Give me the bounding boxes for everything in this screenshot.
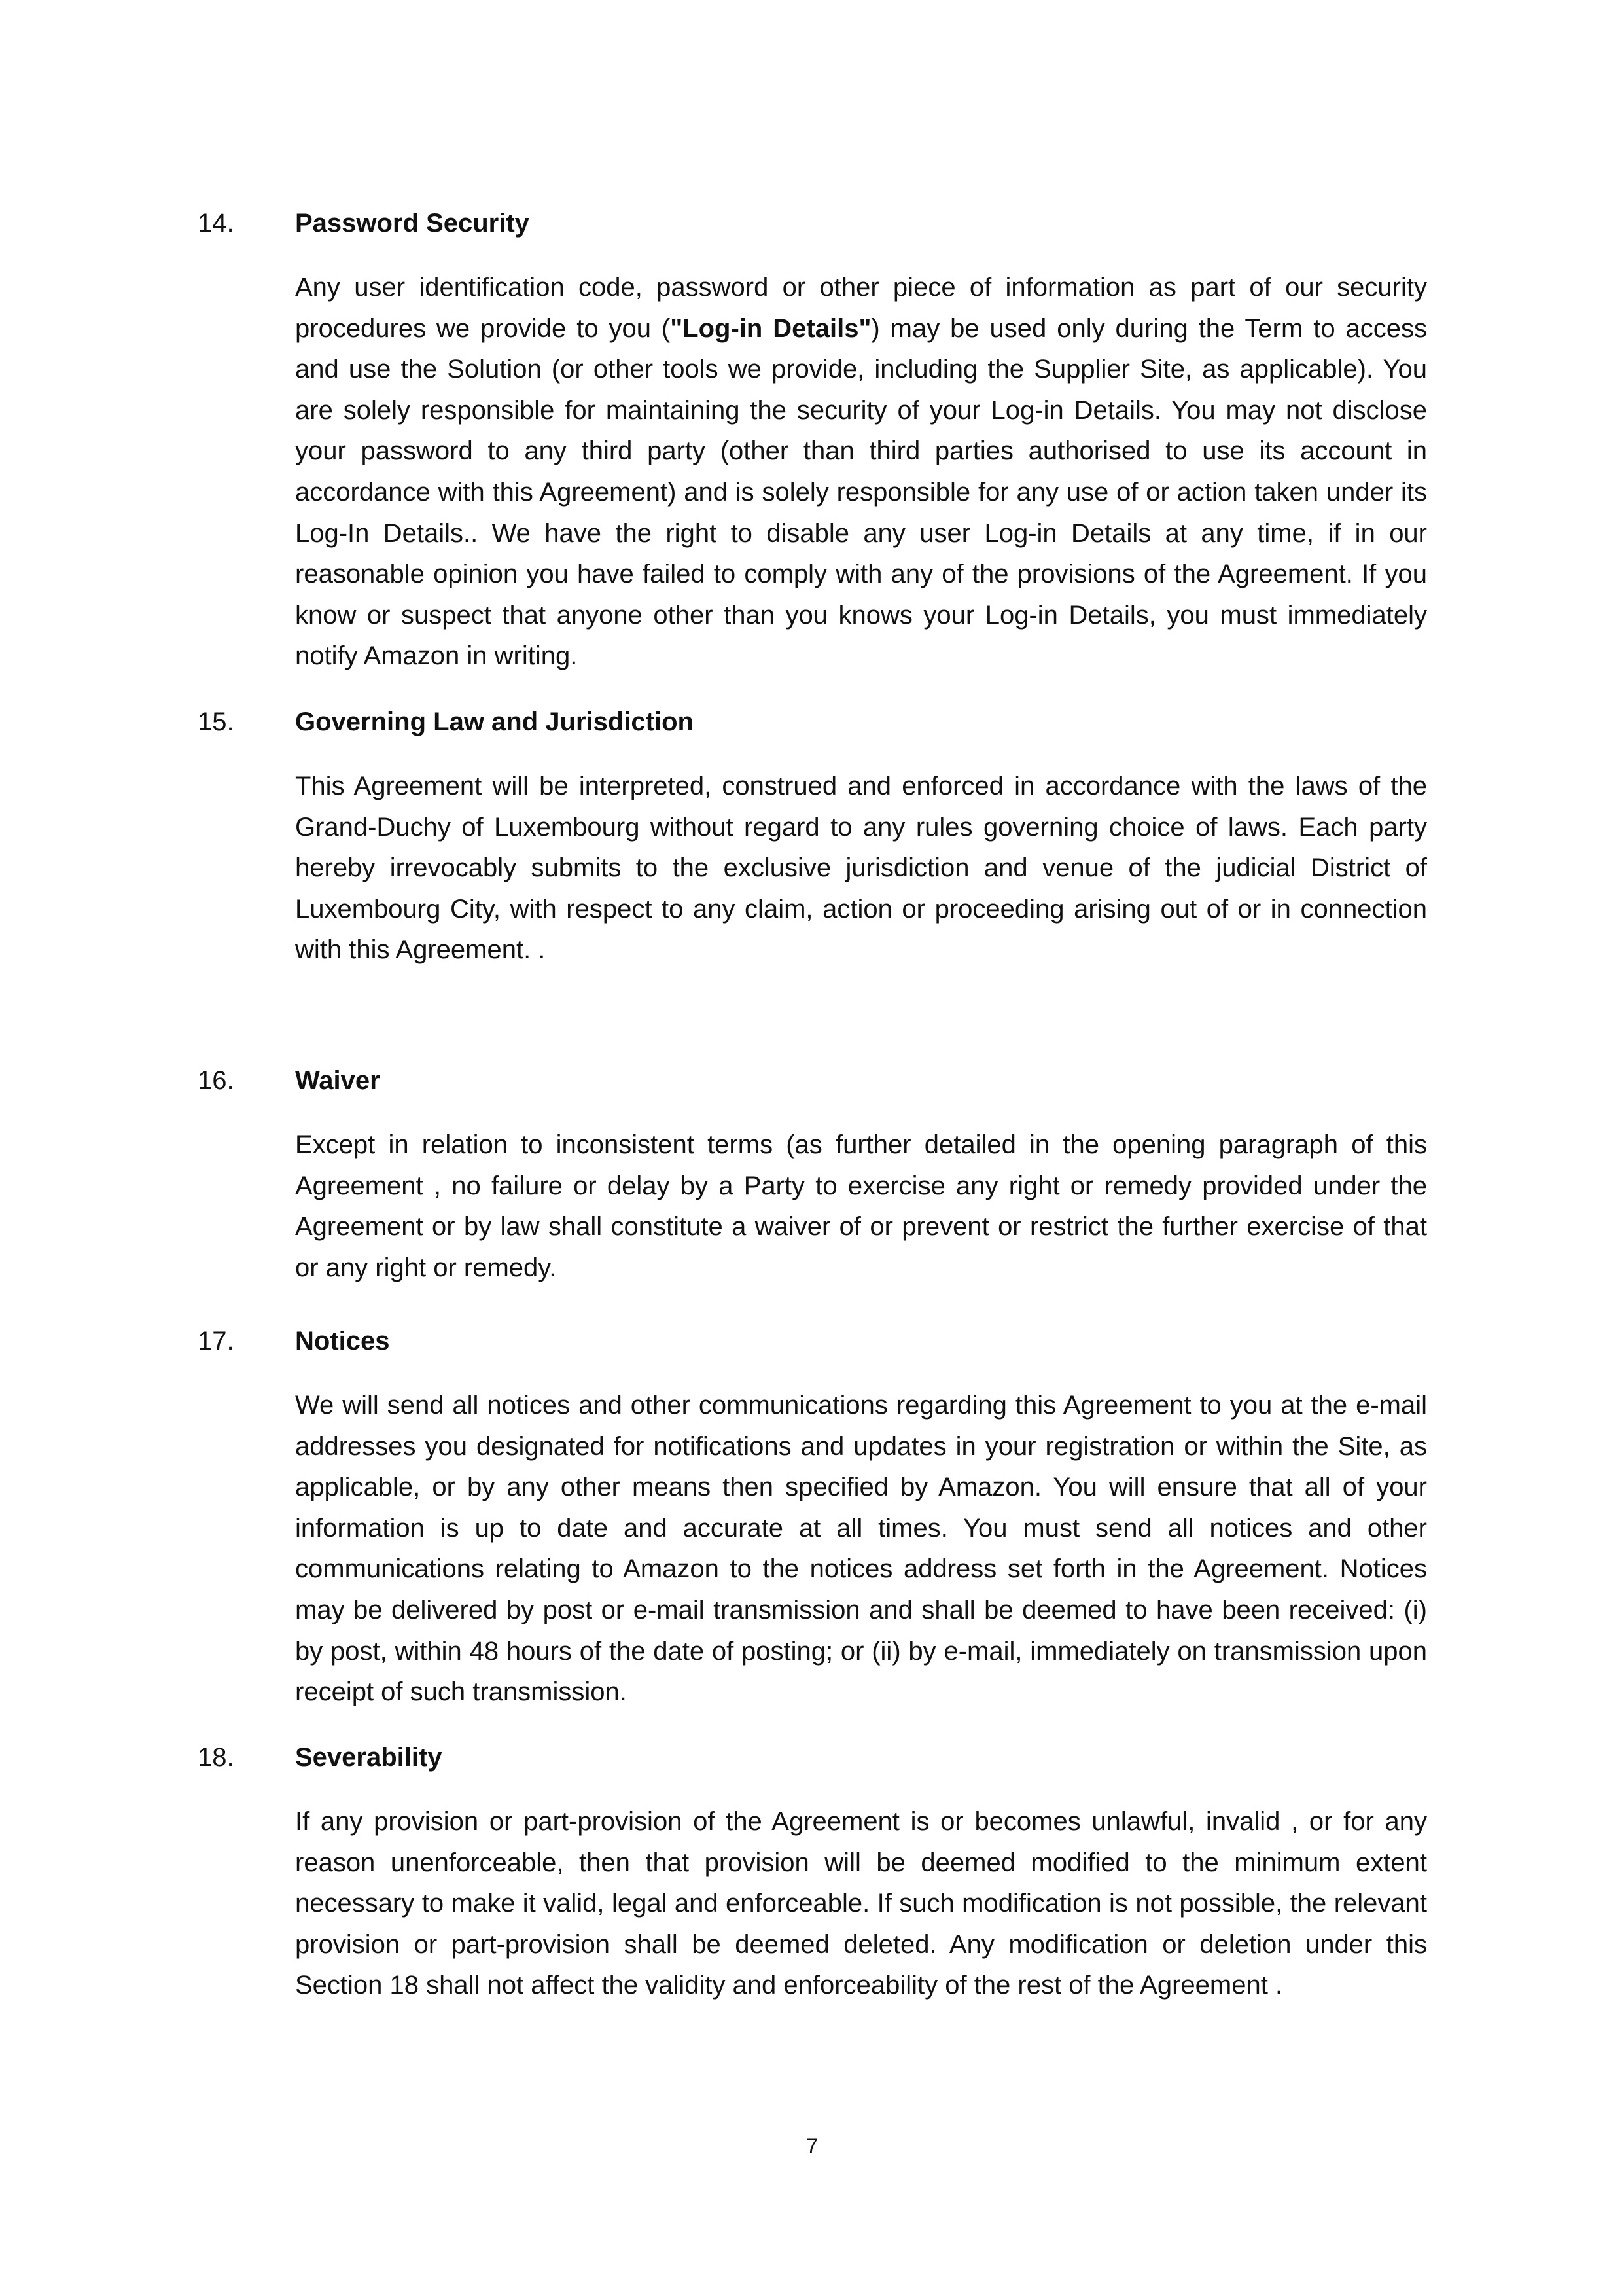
section-body: This Agreement will be interpreted, construed and enforced in accordance with the laws of the Grand-Duchy of Luxembourg without regard to any rules governing choice of laws. Each party hereby irrevocably submits to the exclusive jurisdiction and venue of the judicial District of Luxembourg City, with respect to any claim, action or proceeding arising out of or in connection with this Agreement. .	[295, 772, 1427, 965]
section-heading	[0, 203, 1624, 243]
section-title: Password Security	[295, 209, 529, 238]
section-title: Waiver	[295, 1066, 380, 1095]
section-heading	[0, 1321, 1624, 1361]
section-number: 18.	[198, 1743, 234, 1772]
section-heading	[0, 1737, 1624, 1778]
section-15	[0, 702, 1624, 965]
section-body	[295, 267, 1427, 677]
defined-term: "Log-in Details"	[670, 314, 872, 343]
section-number: 14.	[198, 209, 234, 238]
section-number: 15.	[198, 708, 234, 736]
section-body: We will send all notices and other communications regarding this Agreement to you at the e-mail addresses you designated for notifications and updates in your registration or within the Site, as applicable, or by any other means then specified by Amazon. You will ensure that all of your information is up to date and accurate at all times. You must send all notices and other communications relating to Amazon to the notices address set forth in the Agreement. Notices may be delivered by post or e-mail transmission and shall be deemed to have been received: (i) by post, within 48 hours of the date of posting; or (ii) by e-mail, immediately on transmission upon receipt of such transmission.	[295, 1391, 1427, 1707]
section-heading	[0, 702, 1624, 742]
section-body: If any provision or part-provision of the Agreement is or becomes unlawful, invalid , or for any reason unenforceable, then that provision will be deemed modified to the minimum extent necessary to make it valid, legal and enforceable. If such modification is not possible, the relevant provision or part-provision shall be deemed deleted. Any modification or deletion under this Section 18 shall not affect the validity and enforceability of the rest of the Agreement .	[295, 1807, 1427, 2000]
section-body: Except in relation to inconsistent terms (as further detailed in the opening paragraph of this Agreement , no failure or delay by a Party to exercise any right or remedy provided under the Agreement or by law shall constitute a waiver of or prevent or restrict the further exercise of that or any right or remedy.	[295, 1130, 1427, 1282]
section-title: Severability	[295, 1743, 442, 1772]
body-text: ) may be used only during the Term to access and use the Solution (or other tools we provide, including the Supplier Site, as applicable). You are solely responsible for maintaining the security of your Log-in Details. You may not disclose your password to any third party (other than third parties authorised to use its account in accordance with this Agreement) and is solely responsible for any use of or action taken under its Log-In Details.. We have the right to disable any user Log-in Details at any time, if in our reasonable opinion you have failed to comply with any of the provisions of the Agreement. If you know or suspect that anyone other than you knows your Log-in Details, you must immediately notify Amazon in writing.	[295, 314, 1428, 671]
section-18	[0, 1737, 1624, 2000]
section-title: Governing Law and Jurisdiction	[295, 708, 694, 736]
section-16	[0, 1060, 1624, 1282]
section-number: 16.	[198, 1066, 234, 1095]
section-title: Notices	[295, 1327, 390, 1355]
section-17	[0, 1321, 1624, 1707]
page-number: 7	[806, 2134, 818, 2158]
body-text: Any user identification code, password or other piece of information as part of our security procedures we provide to you (	[295, 273, 1427, 343]
section-number: 17.	[198, 1327, 234, 1355]
section-14	[0, 203, 1624, 671]
section-heading	[0, 1060, 1624, 1101]
